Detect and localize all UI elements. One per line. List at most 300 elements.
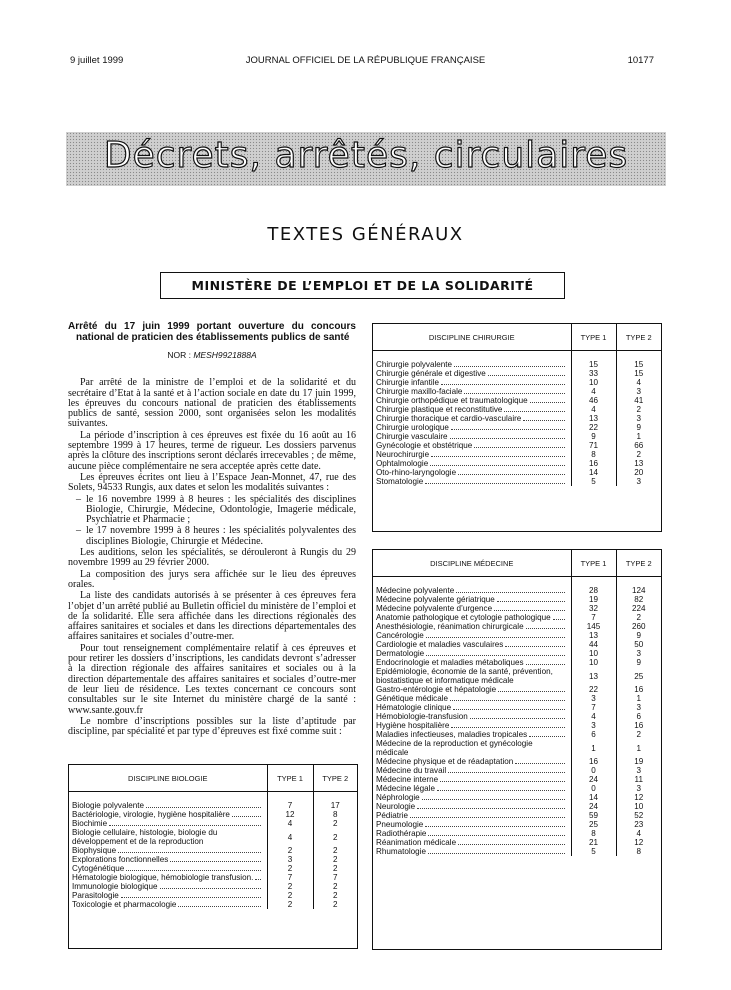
leader-dots [529, 730, 564, 737]
type2-value: 3 [616, 766, 661, 775]
type1-value: 7 [267, 801, 313, 810]
list-item: – le 17 novembre 1999 à 8 heures : les spécialités polyvalentes des disciplines Biologie, Chirurgie et Médecine. [68, 526, 356, 547]
table-row [373, 757, 661, 766]
type1-value: 24 [571, 775, 616, 784]
speciality-name: Chirurgie orthopédique et traumatologique [376, 396, 528, 405]
speciality-name: Hémobiologie-transfusion [376, 712, 468, 721]
table-row [373, 369, 661, 378]
leader-dots [160, 882, 261, 889]
type2-value: 12 [616, 838, 661, 847]
leader-dots [121, 891, 261, 898]
type1-value: 16 [571, 757, 616, 766]
speciality-name: Chirurgie infantile [376, 378, 439, 387]
speciality-cell [373, 730, 571, 739]
type2-value: 82 [616, 595, 661, 604]
table-row [373, 423, 661, 432]
type2-value: 10 [616, 802, 661, 811]
leader-dots [494, 604, 564, 611]
table-row [373, 766, 661, 775]
table-row [373, 622, 661, 631]
discipline-header: DISCIPLINE BIOLOGIE [69, 765, 267, 792]
table-row [373, 739, 661, 757]
leader-dots [497, 595, 565, 602]
speciality-cell [373, 622, 571, 631]
type2-value: 124 [616, 586, 661, 595]
type2-value: 9 [616, 423, 661, 432]
type2-value: 9 [616, 631, 661, 640]
type1-value: 7 [571, 703, 616, 712]
paragraph: La période d’inscription à ces épreuves est fixée du 16 août au 16 septembre 1999 à 17 heures, terme de rigueur. Les dossiers parvenus après la clôture des inscriptions seront déclarés irrecevables ; de même, aucune pièce complémentaire ne sera acceptée après cette date. [68, 429, 356, 472]
type1-value: 24 [571, 802, 616, 811]
type2-value: 4 [616, 378, 661, 387]
speciality-cell [69, 855, 267, 864]
leader-dots [498, 685, 564, 692]
leader-dots [453, 703, 564, 710]
speciality-name: Dermatologie [376, 649, 425, 658]
speciality-name: Neurologie [376, 802, 416, 811]
leader-dots [488, 369, 565, 376]
speciality-cell [373, 847, 571, 856]
leader-dots [451, 423, 565, 430]
type1-value: 28 [571, 586, 616, 595]
type2-value: 7 [313, 873, 357, 882]
type2-value: 52 [616, 811, 661, 820]
type2-value: 4 [616, 829, 661, 838]
speciality-name: Epidémiologie, économie de la santé, prévention, biostatistique et informatique médicale [376, 667, 553, 685]
type2-value: 3 [616, 784, 661, 793]
speciality-name: Cytogénétique [72, 864, 125, 873]
type2-value: 2 [616, 405, 661, 414]
table-row [373, 802, 661, 811]
speciality-cell [373, 658, 571, 667]
speciality-cell [69, 864, 267, 873]
type1-value: 25 [571, 820, 616, 829]
type1-value: 46 [571, 396, 616, 405]
leader-dots [417, 802, 564, 809]
leader-dots [425, 477, 564, 484]
type2-value: 1 [616, 432, 661, 441]
type2-value: 13 [616, 459, 661, 468]
table-header-row [69, 765, 357, 792]
leader-dots [451, 721, 564, 728]
type2-value: 41 [616, 396, 661, 405]
type1-value: 2 [267, 900, 313, 909]
speciality-name: Parasitologie [72, 891, 119, 900]
type1-header: TYPE 1 [571, 324, 616, 351]
type2-value: 2 [313, 882, 357, 891]
type1-value: 16 [571, 459, 616, 468]
speciality-name: Rhumatologie [376, 847, 426, 856]
leader-dots [450, 694, 565, 701]
table-header-row [373, 324, 661, 351]
speciality-cell [373, 811, 571, 820]
type2-value: 3 [616, 387, 661, 396]
type1-value: 7 [267, 873, 313, 882]
type1-value: 13 [571, 414, 616, 423]
type1-header: TYPE 1 [267, 765, 313, 792]
speciality-name: Hématologie biologique, hémobiologie transfusion. [72, 873, 254, 882]
table-row [373, 775, 661, 784]
speciality-cell [373, 360, 571, 369]
paragraph: Les auditions, selon les spécialités, se dérouleront à Rungis du 29 novembre 1999 au 29 février 2000. [68, 547, 356, 569]
table-row [373, 405, 661, 414]
speciality-name: Réanimation médicale [376, 838, 457, 847]
table-row [69, 855, 357, 864]
type2-value: 2 [313, 900, 357, 909]
speciality-name: Hygiène hospitalière [376, 721, 450, 730]
type1-value: 71 [571, 441, 616, 450]
speciality-cell [69, 891, 267, 900]
speciality-name: Oto-rhino-laryngologie [376, 468, 457, 477]
speciality-name: Hématologie clinique [376, 703, 452, 712]
type2-value: 2 [313, 891, 357, 900]
type2-value: 11 [616, 775, 661, 784]
speciality-cell [69, 828, 267, 846]
table-row [69, 864, 357, 873]
leader-dots [458, 838, 564, 845]
table-row [373, 604, 661, 613]
type1-value: 8 [571, 450, 616, 459]
leader-dots [464, 387, 564, 394]
speciality-name: Chirurgie générale et digestive [376, 369, 486, 378]
type2-value: 6 [616, 712, 661, 721]
type2-value: 1 [616, 694, 661, 703]
type2-value: 3 [616, 477, 661, 486]
type1-value: 1 [571, 739, 616, 757]
speciality-cell [373, 631, 571, 640]
type1-value: 2 [267, 846, 313, 855]
type1-value: 4 [571, 712, 616, 721]
type2-value: 224 [616, 604, 661, 613]
type2-value: 16 [616, 685, 661, 694]
discipline-header: DISCIPLINE CHIRURGIE [373, 324, 571, 351]
speciality-name: Médecine interne [376, 775, 439, 784]
arrete-text-column [68, 322, 356, 738]
table-row [373, 468, 661, 477]
speciality-name: Anesthésiologie, réanimation chirurgicale [376, 622, 524, 631]
speciality-cell [373, 640, 571, 649]
nor-code: MESH9921888A [193, 350, 257, 360]
type1-value: 13 [571, 631, 616, 640]
speciality-cell [373, 712, 571, 721]
speciality-cell [373, 414, 571, 423]
speciality-name: Génétique médicale [376, 694, 448, 703]
section-banner [66, 132, 666, 186]
speciality-name: Chirurgie vasculaire [376, 432, 448, 441]
table-row [69, 846, 357, 855]
speciality-cell [69, 846, 267, 855]
type2-value: 3 [616, 703, 661, 712]
type1-value: 7 [571, 613, 616, 622]
table-row [373, 613, 661, 622]
paragraph: La composition des jurys sera affichée sur le lieu des épreuves orales. [68, 568, 356, 590]
leader-dots [430, 459, 564, 466]
type2-value: 23 [616, 820, 661, 829]
type2-value: 66 [616, 441, 661, 450]
type2-value: 2 [313, 864, 357, 873]
type1-value: 21 [571, 838, 616, 847]
speciality-cell [373, 604, 571, 613]
leader-dots [426, 631, 565, 638]
speciality-cell [69, 819, 267, 828]
speciality-name: Anatomie pathologique et cytologie pathologique [376, 613, 551, 622]
speciality-cell [373, 423, 571, 432]
speciality-name: Pneumologie [376, 820, 424, 829]
leader-dots [178, 900, 260, 907]
leader-dots [456, 586, 564, 593]
leader-dots [425, 820, 564, 827]
type2-value: 15 [616, 369, 661, 378]
speciality-name: Cancérologie [376, 631, 424, 640]
leader-dots [441, 378, 565, 385]
table-row [373, 847, 661, 856]
type1-value: 10 [571, 658, 616, 667]
speciality-name: Biologie polyvalente [72, 801, 144, 810]
type1-value: 2 [267, 882, 313, 891]
leader-dots [523, 414, 564, 421]
table-row [373, 396, 661, 405]
type1-value: 14 [571, 468, 616, 477]
type1-value: 4 [571, 387, 616, 396]
speciality-cell [373, 396, 571, 405]
speciality-cell [69, 810, 267, 819]
table-row [373, 387, 661, 396]
speciality-cell [373, 766, 571, 775]
table-row [373, 477, 661, 486]
type2-value: 2 [616, 450, 661, 459]
type1-value: 15 [571, 360, 616, 369]
type1-value: 9 [571, 432, 616, 441]
speciality-name: Chirurgie thoracique et cardio-vasculaire [376, 414, 522, 423]
type2-value: 12 [616, 793, 661, 802]
medecine-table [373, 550, 661, 856]
speciality-name: Biologie cellulaire, histologie, biologie du développement et de la reproduction [72, 828, 218, 846]
speciality-name: Neurochirurgie [376, 450, 430, 459]
type1-value: 2 [267, 891, 313, 900]
type2-value: 16 [616, 721, 661, 730]
speciality-cell [373, 477, 571, 486]
leader-dots [437, 784, 565, 791]
table-row [373, 378, 661, 387]
speciality-name: Stomatologie [376, 477, 424, 486]
paragraph: Pour tout renseignement complémentaire relatif à ces épreuves et pour retirer les dossiers d’inscriptions, les candidats devront s’adresser à la direction régionale des affaires sanitaires et sociales ou à la direction départementale des affaires sanitaires et sociales d’outre-mer de leur lieu de résidence. Les textes concernant ce concours sont consultables sur le site Internet du ministère chargé de la santé : www.sante.gouv.fr [68, 642, 356, 716]
speciality-cell [373, 784, 571, 793]
leader-dots [410, 811, 565, 818]
table-spacer [373, 351, 661, 361]
speciality-cell [373, 685, 571, 694]
speciality-name: Médecine polyvalente gériatrique [376, 595, 495, 604]
table-row [373, 721, 661, 730]
table-row [373, 793, 661, 802]
table-row [373, 640, 661, 649]
speciality-cell [373, 793, 571, 802]
speciality-name: Chirurgie polyvalente [376, 360, 453, 369]
leader-dots [428, 829, 564, 836]
paragraph: Par arrêté de la ministre de l’emploi et de la solidarité et du secrétaire d’Etat à la santé et à l’action sociale en date du 17 juin 1999, les épreuves du concours national de praticien des établissements publics de santé, session 2000, sont organisées selon les modalités suivantes. [68, 377, 356, 430]
type2-value: 50 [616, 640, 661, 649]
speciality-name: Chirurgie plastique et reconstitutive [376, 405, 503, 414]
table-row [373, 820, 661, 829]
type1-value: 145 [571, 622, 616, 631]
leader-dots [126, 864, 260, 871]
paragraph: Le nombre d’inscriptions possibles sur la liste d’aptitude par discipline, par spécialité et par type d’épreuves est fixé comme suit : [68, 715, 356, 738]
speciality-cell [373, 459, 571, 468]
table-row [373, 360, 661, 369]
speciality-cell [373, 757, 571, 766]
type1-value: 6 [571, 730, 616, 739]
type2-value: 3 [616, 649, 661, 658]
type2-header: TYPE 2 [313, 765, 357, 792]
speciality-name: Biophysique [72, 846, 117, 855]
leader-dots [232, 810, 261, 817]
speciality-cell [373, 432, 571, 441]
leader-dots [530, 396, 565, 403]
type2-value: 19 [616, 757, 661, 766]
type1-value: 13 [571, 667, 616, 685]
table-row [373, 694, 661, 703]
table-row [373, 631, 661, 640]
type1-value: 10 [571, 649, 616, 658]
paragraph: La liste des candidats autorisés à se présenter à ces épreuves fera l’objet d’un arrêté publié au Bulletin officiel du ministère de l’emploi et de la solidarité. Elle sera affichée dans les directions régionales des affaires sanitaires et sociales et dans les directions départementales des affaires sanitaires et sociales d’outre-mer. [68, 590, 356, 643]
type2-value: 1 [616, 739, 661, 757]
table-row [373, 459, 661, 468]
type2-value: 2 [313, 846, 357, 855]
table-row [69, 810, 357, 819]
speciality-cell [373, 387, 571, 396]
type2-header: TYPE 2 [616, 324, 661, 351]
speciality-name: Chirurgie maxillo-faciale [376, 387, 463, 396]
speciality-cell [373, 721, 571, 730]
type1-value: 33 [571, 369, 616, 378]
table-header-row [373, 550, 661, 577]
type2-value: 17 [313, 801, 357, 810]
type1-value: 12 [267, 810, 313, 819]
speciality-name: Endocrinologie et maladies métaboliques [376, 658, 524, 667]
type2-value: 25 [616, 667, 661, 685]
type2-value: 2 [313, 828, 357, 846]
table-row [373, 811, 661, 820]
table-row [373, 595, 661, 604]
type1-value: 59 [571, 811, 616, 820]
speciality-cell [373, 649, 571, 658]
speciality-cell [373, 703, 571, 712]
speciality-name: Médecine polyvalente [376, 586, 455, 595]
speciality-name: Toxicologie et pharmacologie [72, 900, 177, 909]
type1-value: 14 [571, 793, 616, 802]
type1-header: TYPE 1 [571, 550, 616, 577]
speciality-name: Médecine polyvalente d’urgence [376, 604, 493, 613]
banner-title: Décrets, arrêtés, circulaires [103, 135, 629, 176]
table-row [69, 891, 357, 900]
nor-label: NOR : [167, 350, 191, 360]
leader-dots [553, 613, 565, 620]
type1-value: 22 [571, 685, 616, 694]
speciality-cell [373, 405, 571, 414]
type1-value: 4 [571, 405, 616, 414]
speciality-cell [69, 882, 267, 891]
speciality-cell [373, 450, 571, 459]
speciality-name: Médecine de la reproduction et gynécologie médicale [376, 739, 533, 757]
speciality-cell [373, 441, 571, 450]
leader-dots [146, 801, 261, 808]
chirurgie-table [373, 324, 661, 486]
table-row [373, 658, 661, 667]
speciality-name: Maladies infectieuses, maladies tropicales [376, 730, 528, 739]
leader-dots [118, 846, 260, 853]
leader-dots [109, 819, 260, 826]
type1-value: 44 [571, 640, 616, 649]
type2-value: 3 [616, 414, 661, 423]
leader-dots [470, 712, 565, 719]
header-date: 9 juillet 1999 [70, 55, 124, 66]
speciality-cell [373, 378, 571, 387]
leader-dots [526, 658, 565, 665]
speciality-cell [69, 801, 267, 810]
table-row [373, 586, 661, 595]
leader-dots [170, 855, 260, 862]
nor-reference [68, 350, 356, 360]
speciality-cell [373, 775, 571, 784]
speciality-name: Biochimie [72, 819, 108, 828]
speciality-name: Radiothérapie [376, 829, 427, 838]
speciality-cell [373, 595, 571, 604]
leader-dots [474, 441, 564, 448]
leader-dots [448, 766, 564, 773]
speciality-cell [373, 802, 571, 811]
list-item: – le 16 novembre 1999 à 8 heures : les spécialités des disciplines Biologie, Chirurgie, Médecine, Odontologie, Imagerie médicale, Psychiatrie et Pharmacie ; [68, 495, 356, 526]
type1-value: 0 [571, 766, 616, 775]
table-spacer [373, 577, 661, 587]
leader-dots [450, 432, 565, 439]
table-row [373, 450, 661, 459]
speciality-name: Ophtalmologie [376, 459, 429, 468]
leader-dots [504, 405, 564, 412]
type1-value: 2 [267, 864, 313, 873]
speciality-cell [69, 900, 267, 909]
table-row [373, 829, 661, 838]
type2-value: 9 [616, 658, 661, 667]
header-journal: JOURNAL OFFICIEL DE LA RÉPUBLIQUE FRANÇAISE [245, 55, 486, 66]
table-row [373, 730, 661, 739]
type1-value: 3 [267, 855, 313, 864]
speciality-cell [373, 586, 571, 595]
speciality-name: Gynécologie et obstétrique [376, 441, 473, 450]
ministry-box: MINISTÈRE DE L’EMPLOI ET DE LA SOLIDARITÉ [160, 272, 565, 299]
type1-value: 22 [571, 423, 616, 432]
type2-value: 2 [313, 855, 357, 864]
leader-dots [515, 757, 564, 764]
table-row [373, 784, 661, 793]
type2-value: 2 [616, 613, 661, 622]
table-row [373, 441, 661, 450]
speciality-cell [373, 694, 571, 703]
table-row [69, 900, 357, 909]
speciality-name: Chirurgie urologique [376, 423, 449, 432]
speciality-cell [69, 873, 267, 882]
table-row [373, 414, 661, 423]
table-row [69, 801, 357, 810]
table-row [69, 873, 357, 882]
table-row [69, 819, 357, 828]
type1-value: 5 [571, 847, 616, 856]
leader-dots [526, 622, 565, 629]
speciality-cell [373, 468, 571, 477]
type2-value: 2 [616, 730, 661, 739]
type1-value: 0 [571, 784, 616, 793]
speciality-cell [373, 838, 571, 847]
leader-dots [426, 649, 564, 656]
speciality-name: Immunologie biologique [72, 882, 158, 891]
